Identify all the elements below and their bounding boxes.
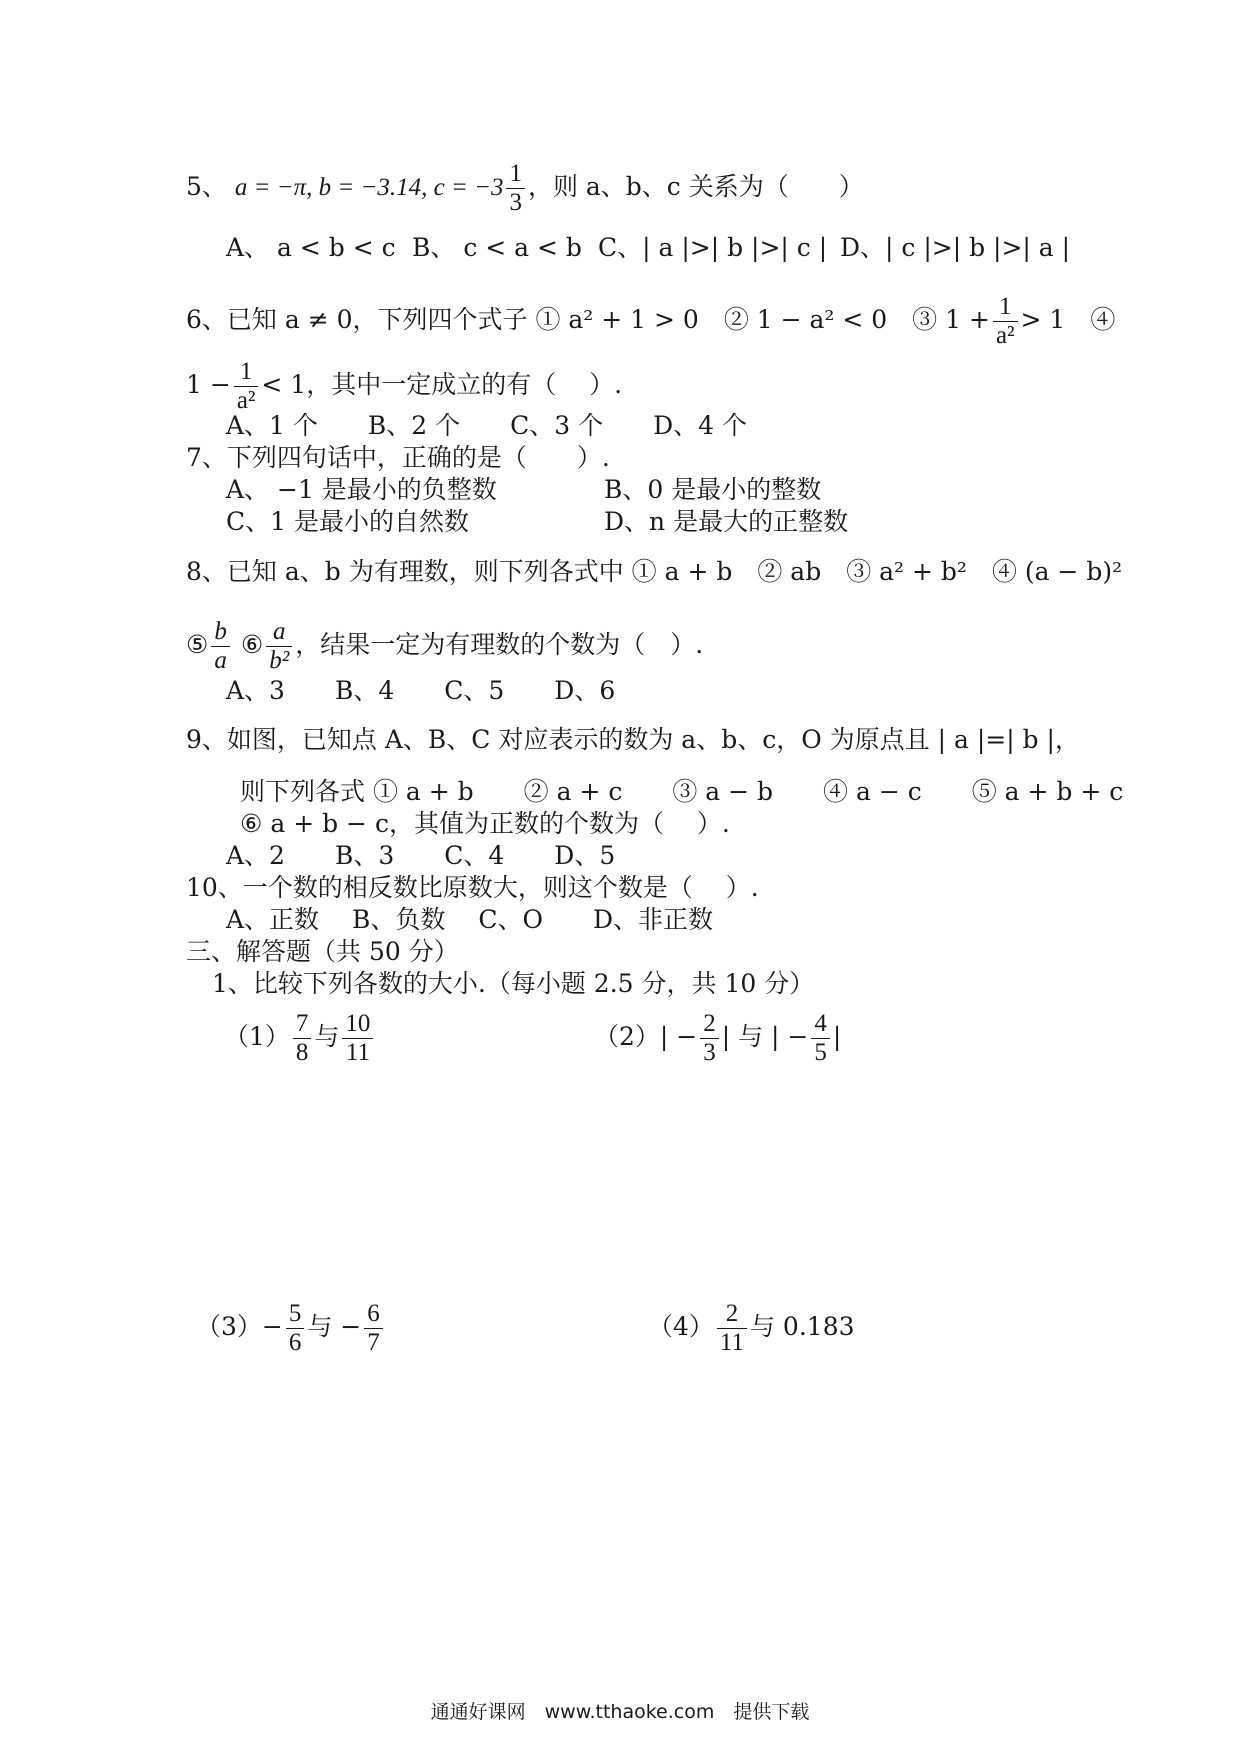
- q5-option-d: D、| c |>| b |>| a |: [840, 233, 1071, 262]
- part2: [594, 1010, 841, 1067]
- q9-line1: 9、如图，已知点 A、B、C 对应表示的数为 a、b、c，O 为原点且 | a |=| b |，: [186, 725, 1080, 754]
- q6-frac2-den: a²: [236, 387, 256, 414]
- part3-mid: 与 −: [307, 1312, 362, 1341]
- part3-f2-num: 6: [364, 1300, 383, 1329]
- q8-f6-num: a: [266, 618, 292, 647]
- q7-option-b: B、0 是最小的整数: [604, 475, 822, 504]
- q5-stem: [186, 160, 864, 217]
- q9-line3: ⑥ a + b − c，其值为正数的个数为（ ）.: [240, 809, 730, 838]
- part1-f2-num: 10: [342, 1010, 373, 1039]
- q5-option-a: A、 a < b < c: [226, 233, 396, 262]
- q6-line1: [186, 293, 1115, 350]
- part4-fraction: [717, 1300, 747, 1357]
- q6-options: A、1 个 B、2 个 C、3 个 D、4 个: [226, 411, 748, 440]
- q6-fraction-2: [234, 358, 259, 415]
- q8-f6-den: b²: [269, 647, 290, 674]
- q7-option-c: C、1 是最小的自然数: [226, 507, 469, 536]
- part2-open: | −: [659, 1022, 698, 1051]
- part3-label: （3）: [196, 1312, 262, 1341]
- q5-stem-tail: ，则 a、b、c 关系为（ ）: [527, 172, 864, 201]
- part1: [224, 1010, 376, 1067]
- part2-f2-num: 4: [811, 1010, 830, 1039]
- part2-f2-den: 5: [814, 1039, 827, 1066]
- part4-label: （4）: [648, 1312, 714, 1341]
- q5-math: a = −π, b = −3.14, c = −3: [234, 174, 504, 201]
- q5-option-b: B、 c < a < b: [412, 233, 582, 262]
- part3-f1-den: 6: [288, 1329, 302, 1356]
- q5-frac-num: 1: [506, 160, 525, 189]
- part4-tail: 与 0.183: [749, 1312, 855, 1341]
- part4-f-num: 2: [717, 1300, 747, 1329]
- part2-fraction-2: [811, 1010, 830, 1067]
- q6-frac1-den: a²: [995, 322, 1015, 349]
- q8-line2-tail: ，结果一定为有理数的个数为（ ）.: [295, 630, 704, 659]
- q10-stem: 10、一个数的相反数比原数大，则这个数是（ ）.: [186, 873, 759, 902]
- part4: [648, 1300, 855, 1357]
- q5-fraction: [506, 160, 525, 217]
- q6-line1-tail: > 1 ④: [1020, 305, 1116, 334]
- q6-fraction-1: [993, 293, 1018, 350]
- part2-f1-num: 2: [700, 1010, 719, 1039]
- q5-frac-den: 3: [509, 189, 522, 216]
- part3-fraction-2: [364, 1300, 383, 1357]
- q8-circled-6: ⑥: [240, 630, 264, 659]
- q6-line2-head: 1 −: [186, 370, 231, 399]
- q6-line1-text: 6、已知 a ≠ 0，下列四个式子 ① a² + 1 > 0 ② 1 − a² < 0 ③ 1 +: [186, 305, 990, 334]
- part1-label: （1）: [224, 1022, 290, 1051]
- q5-option-c: C、| a |>| b |>| c |: [598, 233, 828, 262]
- part2-f1-den: 3: [703, 1039, 716, 1066]
- part1-f2-den: 11: [345, 1039, 370, 1066]
- part1-f1-den: 8: [295, 1039, 309, 1066]
- section3-q1-stem: 1、比较下列各数的大小.（每小题 2.5 分，共 10 分）: [212, 969, 815, 998]
- q6-line2: [186, 358, 622, 415]
- part1-fraction-2: [342, 1010, 373, 1067]
- q8-fraction-5: [211, 618, 230, 675]
- q7-option-a: A、 −1 是最小的负整数: [226, 475, 497, 504]
- q8-circled-5: ⑤: [186, 630, 209, 659]
- part1-fraction-1: [293, 1010, 312, 1067]
- q5-number: 5、: [186, 172, 235, 201]
- page-footer: 通通好课网 www.tthaoke.com 提供下载: [430, 1701, 810, 1723]
- q8-options: A、3 B、4 C、5 D、6: [226, 676, 616, 705]
- part2-fraction-1: [700, 1010, 719, 1067]
- part2-close: |: [832, 1022, 842, 1051]
- q10-options: A、正数 B、负数 C、O D、非正数: [226, 905, 713, 934]
- part3-f2-den: 7: [367, 1329, 380, 1356]
- q9-line2: 则下列各式 ① a + b ② a + c ③ a − b ④ a − c ⑤ a + b + c: [240, 777, 1124, 806]
- q6-frac2-num: 1: [234, 358, 259, 387]
- part2-label: （2）: [594, 1022, 660, 1051]
- part3-f1-num: 5: [286, 1300, 305, 1329]
- q6-frac1-num: 1: [993, 293, 1018, 322]
- q8-f5-den: a: [214, 647, 227, 674]
- q8-line2: [186, 618, 703, 675]
- part3-fraction-1: [286, 1300, 305, 1357]
- q9-options: A、2 B、3 C、4 D、5: [226, 841, 616, 870]
- q8-fraction-6: [266, 618, 292, 675]
- section3-title: 三、解答题（共 50 分）: [186, 937, 459, 966]
- part1-with: 与: [314, 1022, 340, 1051]
- part2-mid: | 与 | −: [721, 1022, 809, 1051]
- q6-line2-tail: < 1，其中一定成立的有（ ）.: [261, 370, 623, 399]
- q8-line1: 8、已知 a、b 为有理数，则下列各式中 ① a + b ② ab ③ a² + b² ④ (a − b)²: [186, 557, 1123, 586]
- part4-f-den: 11: [719, 1329, 744, 1356]
- q7-option-d: D、n 是最大的正整数: [604, 507, 849, 536]
- q7-stem: 7、下列四句话中，正确的是（ ）.: [186, 443, 610, 472]
- q8-f5-num: b: [211, 618, 230, 647]
- part3-neg: −: [261, 1312, 283, 1341]
- part1-f1-num: 7: [293, 1010, 312, 1039]
- part3: [196, 1300, 386, 1357]
